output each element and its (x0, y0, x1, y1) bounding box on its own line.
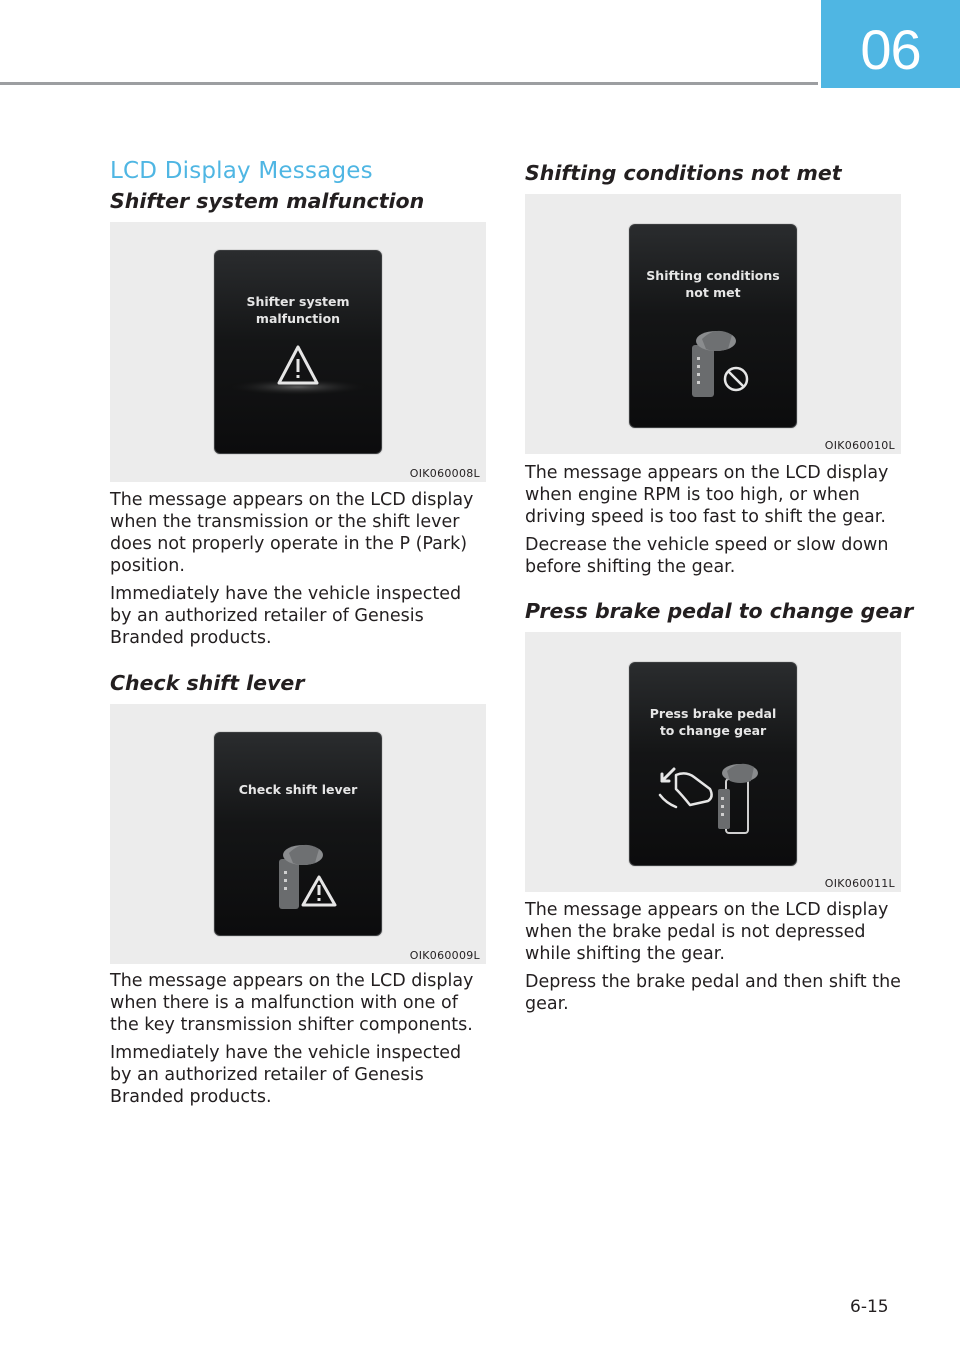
section-title: LCD Display Messages (110, 158, 373, 184)
conditions-paragraph-2: Decrease the vehicle speed or slow down before shifting the gear. (525, 535, 889, 577)
brake-paragraph-2: Depress the brake pedal and then shift the gear. (525, 972, 901, 1014)
lcd-message: Shifting conditions not met (646, 268, 780, 300)
brake-title: Press brake pedal to change gear (525, 599, 914, 623)
figure-code: OIK060008L (409, 467, 480, 480)
conditions-title: Shifting conditions not met (525, 161, 842, 185)
figure-code: OIK060010L (824, 439, 895, 452)
check-paragraph-2: Immediately have the vehicle inspected by an authorized retailer of Genesis Branded products. (110, 1043, 462, 1107)
header-rule (0, 82, 818, 85)
page-number: 6-15 (850, 1297, 889, 1317)
lcd-screen (214, 250, 382, 454)
lcd-message: Press brake pedal to change gear (649, 706, 777, 738)
brake-paragraph-1: The message appears on the LCD display when the brake pedal is not depressed while shifting the gear. (525, 900, 889, 964)
shifter-title: Shifter system malfunction (110, 189, 425, 213)
lcd-screen (629, 224, 797, 428)
lcd-screen (214, 732, 382, 936)
shifter-paragraph-1: The message appears on the LCD display when the transmission or the shift lever does not properly operate in the P (Park) position. (110, 490, 474, 576)
lcd-message: Shifter system malfunction (246, 294, 350, 326)
shift-lever-prohibited-icon (630, 311, 796, 421)
shift-lever-warning-icon (215, 819, 381, 929)
check-paragraph-1: The message appears on the LCD display when there is a malfunction with one of the key transmission shifter components. (110, 971, 474, 1035)
chapter-tab: 06 (821, 0, 960, 88)
lcd-message: Check shift lever (238, 782, 358, 797)
shifter-figure (110, 222, 486, 482)
figure-code: OIK060009L (409, 949, 480, 962)
check-title: Check shift lever (110, 671, 305, 695)
conditions-figure (525, 194, 901, 454)
shifter-paragraph-2: Immediately have the vehicle inspected by an authorized retailer of Genesis Branded products. (110, 584, 462, 648)
brake-figure (525, 632, 901, 892)
figure-code: OIK060011L (824, 877, 895, 890)
conditions-paragraph-1: The message appears on the LCD display when engine RPM is too high, or when driving speed is too fast to shift the gear. (525, 463, 889, 527)
check-figure (110, 704, 486, 964)
lcd-screen (629, 662, 797, 866)
warning-triangle-icon (215, 337, 381, 447)
brake-pedal-shift-icon (630, 749, 796, 859)
